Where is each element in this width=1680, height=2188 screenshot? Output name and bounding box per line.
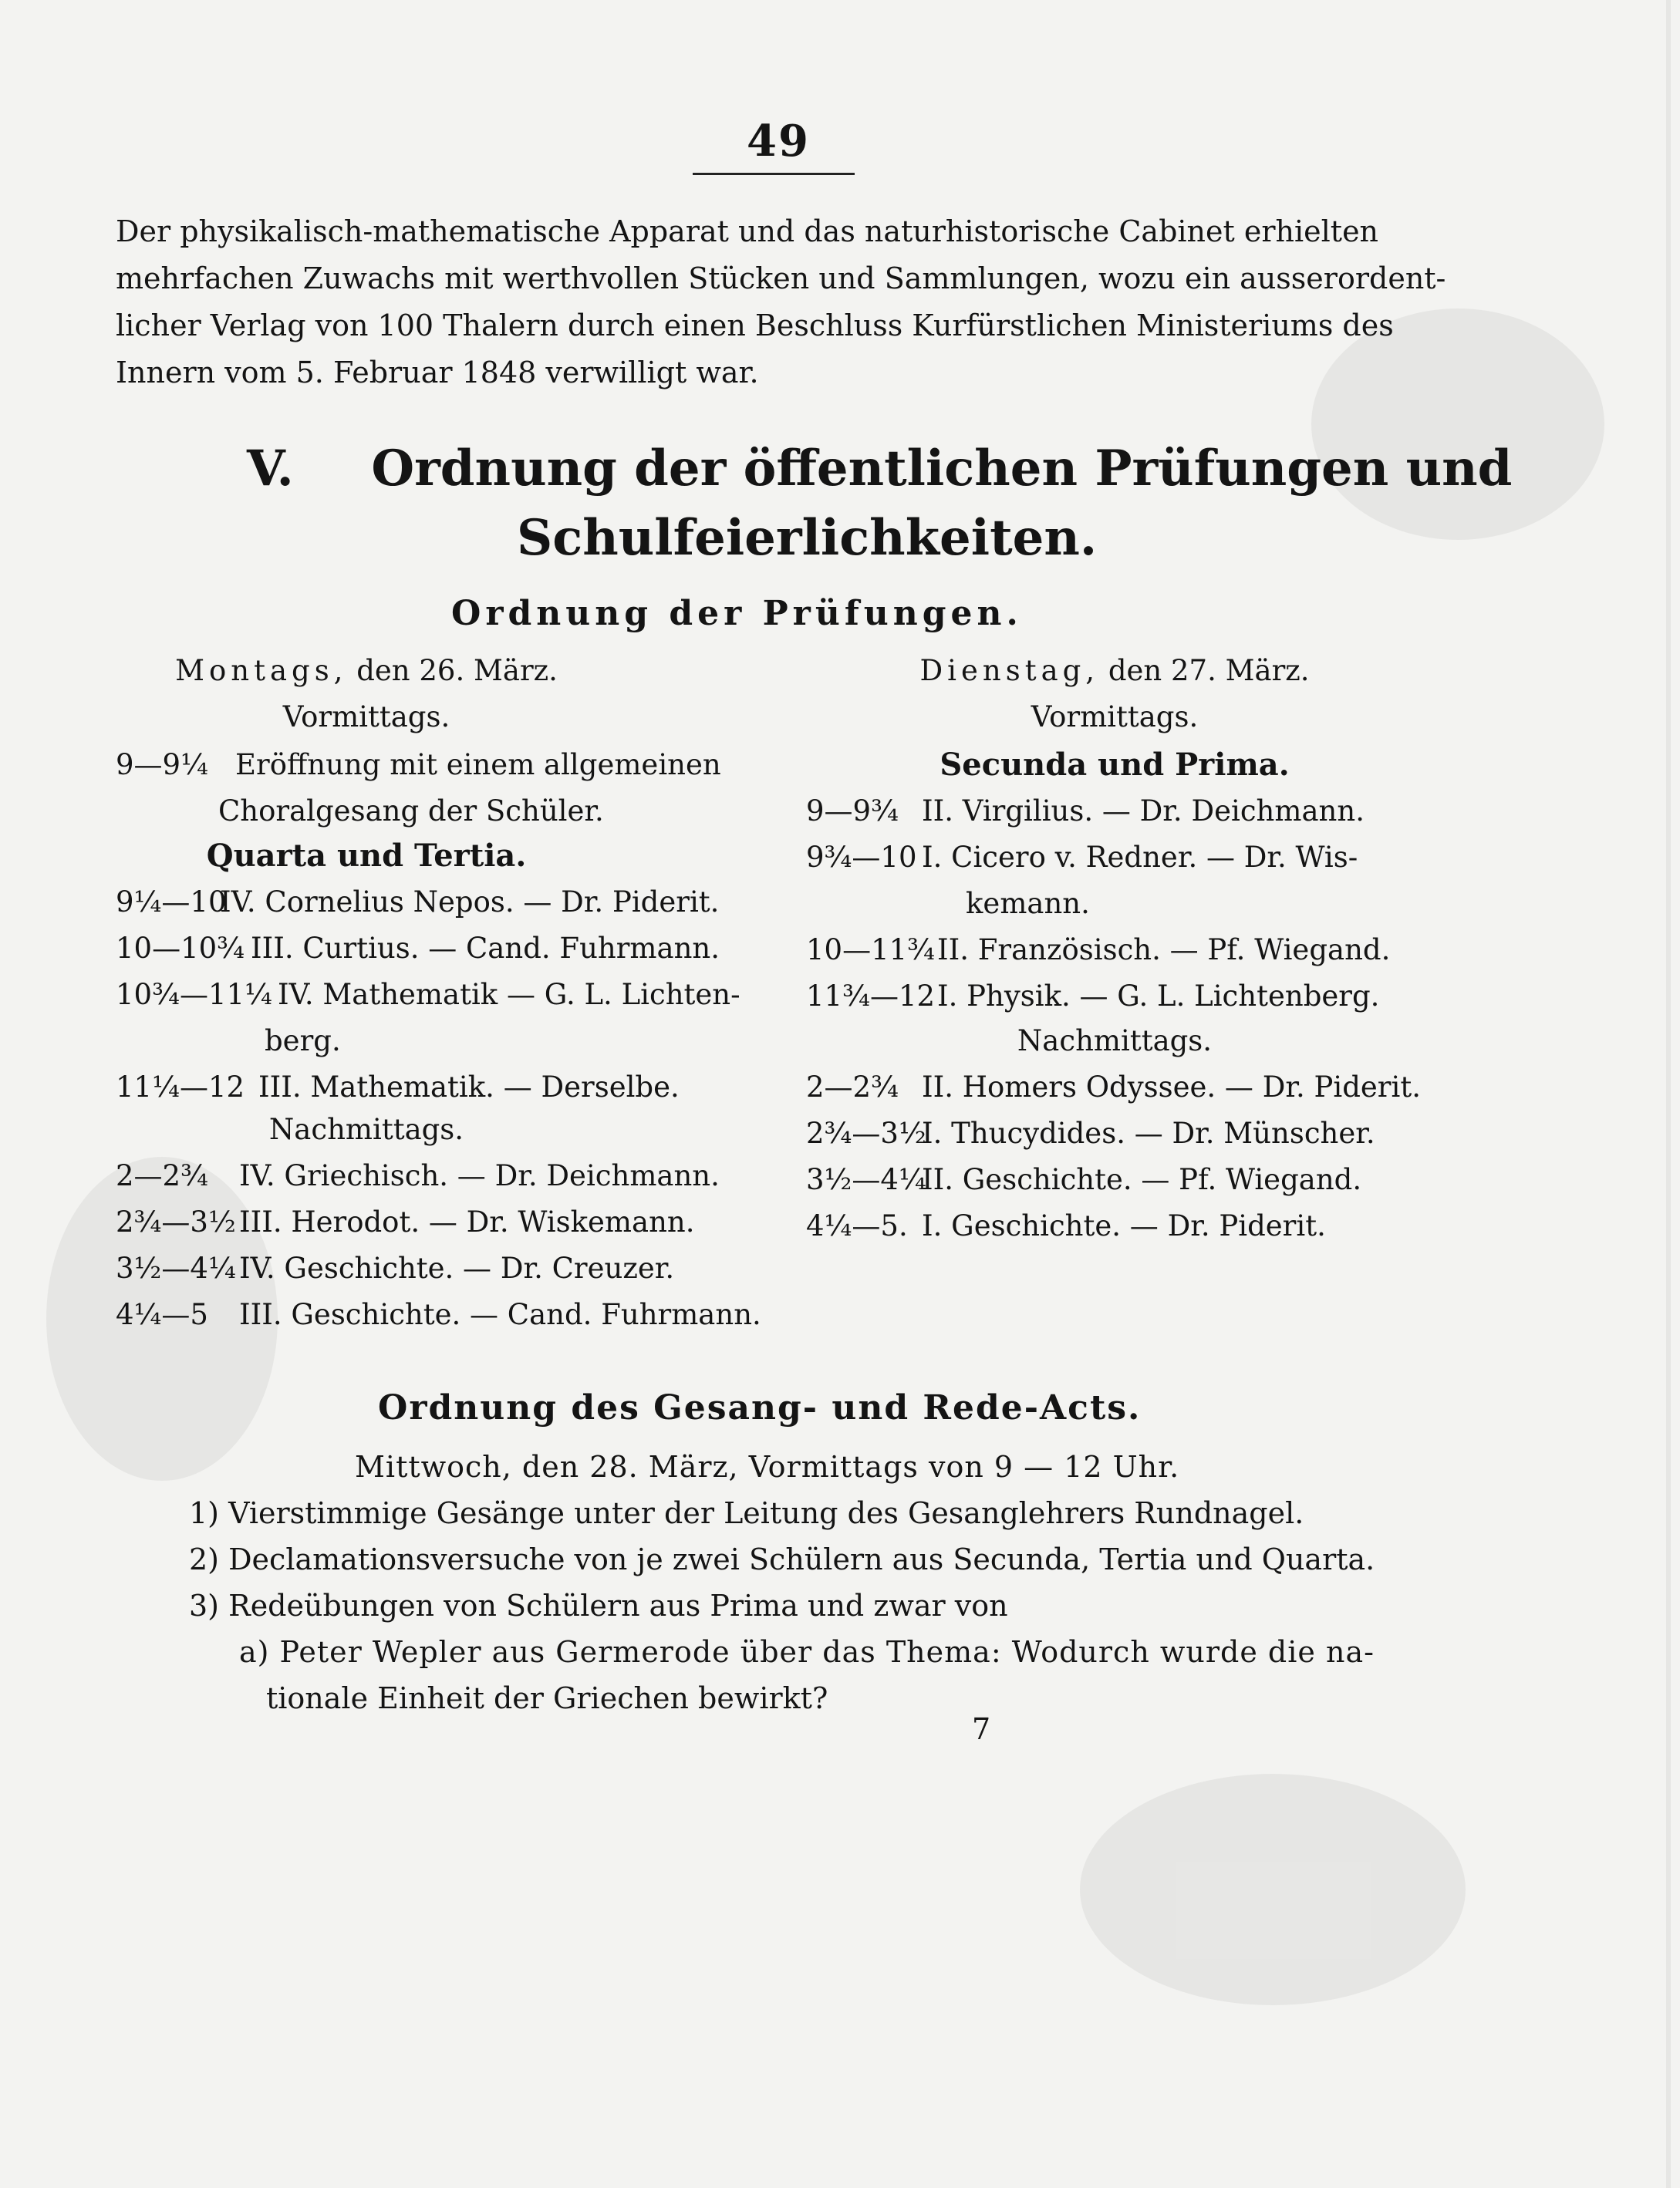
schedule-row	[806, 977, 1379, 1016]
left-day-line	[116, 652, 617, 690]
acts-sub-item-cont: tionale Einheit der Griechen bewirkt?	[266, 1681, 828, 1715]
left-day: Montags,	[175, 654, 348, 687]
subject: IV. Griechisch. — Dr. Deichmann.	[239, 1159, 720, 1192]
acts-item: 2) Declamationsversuche von je zwei Schülern aus Secunda, Tertia und Quarta.	[189, 1542, 1375, 1576]
time-slot: 2—2¾	[116, 1159, 208, 1192]
subject: IV. Mathematik — G. L. Lichten-	[278, 978, 740, 1011]
time-slot: 3½—4¼	[116, 1252, 236, 1285]
right-period: Vormittags.	[1031, 700, 1199, 733]
intro-line: Der physikalisch-mathematische Apparat und das naturhistorische Cabinet erhielten	[116, 214, 1379, 248]
time-slot: 11¾—12	[806, 979, 936, 1013]
time-slot: 9¼—10	[116, 885, 227, 919]
right-afternoon: Nachmittags.	[1017, 1024, 1213, 1057]
page-number: 49	[747, 116, 810, 167]
time-slot: 10—11¾	[806, 933, 936, 966]
time-slot: 10—10¾	[116, 932, 245, 965]
subject: I. Cicero v. Redner. — Dr. Wis-	[922, 841, 1358, 874]
schedule-row	[806, 1114, 1375, 1153]
acts-item: 1) Vierstimmige Gesänge unter der Leitung des Gesanglehrers Rundnagel.	[189, 1496, 1304, 1530]
section-title-line1: Ordnung der öffentlichen Prüfungen und	[371, 440, 1513, 497]
acts-date-line: Mittwoch, den 28. März, Vormittags von 9 — 12 Uhr.	[355, 1450, 1180, 1484]
subject: II. Geschichte. — Pf. Wiegand.	[922, 1163, 1362, 1196]
schedule-row	[806, 931, 1390, 969]
time-slot: 2—2¾	[806, 1070, 899, 1104]
page-edge	[1666, 0, 1671, 2188]
time-slot: 3½—4¼	[806, 1163, 926, 1196]
time-slot: 9¾—10	[806, 841, 917, 874]
subject: II. Französisch. — Pf. Wiegand.	[937, 933, 1391, 966]
left-date: den 26. März.	[356, 654, 558, 687]
schedule-row	[116, 746, 721, 784]
subject: III. Curtius. — Cand. Fuhrmann.	[251, 932, 720, 965]
section-heading	[247, 440, 1512, 497]
schedule-row	[116, 1203, 695, 1242]
schedule-row-cont: kemann.	[966, 887, 1090, 920]
intro-paragraph	[116, 208, 1446, 396]
subject: II. Virgilius. — Dr. Deichmann.	[922, 794, 1365, 828]
subject: I. Geschichte. — Dr. Piderit.	[922, 1209, 1326, 1242]
subject: III. Herodot. — Dr. Wiskemann.	[239, 1205, 695, 1239]
schedule-row	[116, 1249, 674, 1288]
intro-line: licher Verlag von 100 Thalern durch einen Beschluss Kurfürstlichen Ministeriums des	[116, 308, 1394, 342]
time-slot: 11¼—12	[116, 1070, 245, 1104]
schedule-row	[806, 1161, 1361, 1199]
time-slot: 9—9¾	[806, 794, 899, 828]
left-period: Vormittags.	[282, 700, 450, 733]
subject: I. Physik. — G. L. Lichtenberg.	[937, 979, 1380, 1013]
schedule-row	[116, 929, 720, 968]
time-slot: 4¼—5.	[806, 1209, 908, 1242]
right-day: Dienstag,	[919, 654, 1100, 687]
schedule-row	[806, 792, 1365, 831]
page-number-rule	[693, 173, 855, 175]
intro-line: mehrfachen Zuwachs mit werthvollen Stücken und Sammlungen, wozu ein ausserordent-	[116, 261, 1446, 295]
intro-line: Innern vom 5. Februar 1848 verwilligt war.	[116, 356, 759, 389]
time-slot: 2¾—3½	[806, 1117, 926, 1150]
subject: III. Mathematik. — Derselbe.	[258, 1070, 680, 1104]
schedule-row	[116, 883, 719, 922]
time-slot: 2¾—3½	[116, 1205, 236, 1239]
right-date: den 27. März.	[1108, 654, 1310, 687]
section-title-line2: Schulfeierlichkeiten.	[517, 509, 1098, 567]
subject: Eröffnung mit einem allgemeinen	[235, 748, 721, 781]
pruefungen-heading: Ordnung der Prüfungen.	[451, 594, 1023, 633]
schedule-row	[806, 1207, 1326, 1246]
schedule-row	[116, 976, 740, 1014]
left-afternoon: Nachmittags.	[268, 1113, 464, 1146]
schedule-row	[806, 1068, 1421, 1107]
schedule-row-cont: berg.	[265, 1024, 341, 1057]
schedule-row	[116, 1068, 680, 1107]
paper-stain	[1080, 1774, 1466, 2005]
left-group-heading: Quarta und Tertia.	[206, 838, 527, 874]
acts-heading: Ordnung des Gesang- und Rede-Acts.	[378, 1388, 1142, 1428]
schedule-row	[116, 1296, 761, 1334]
subject: III. Geschichte. — Cand. Fuhrmann.	[239, 1298, 761, 1331]
subject: IV. Geschichte. — Dr. Creuzer.	[239, 1252, 675, 1285]
right-group-heading: Secunda und Prima.	[940, 747, 1290, 783]
schedule-row	[806, 838, 1358, 877]
subject: I. Thucydides. — Dr. Münscher.	[922, 1117, 1375, 1150]
section-number: V.	[247, 440, 294, 497]
schedule-row-cont: Choralgesang der Schüler.	[218, 794, 604, 828]
subject: IV. Cornelius Nepos. — Dr. Piderit.	[220, 885, 720, 919]
time-slot: 10¾—11¼	[116, 978, 272, 1011]
acts-sub-item: a) Peter Wepler aus Germerode über das Thema: Wodurch wurde die na-	[239, 1635, 1375, 1669]
acts-item: 3) Redeübungen von Schülern aus Prima und zwar von	[189, 1589, 1008, 1623]
signature-mark: 7	[972, 1712, 991, 1746]
right-day-line	[806, 652, 1423, 690]
subject: II. Homers Odyssee. — Dr. Piderit.	[922, 1070, 1421, 1104]
time-slot: 4¼—5	[116, 1298, 208, 1331]
schedule-row	[116, 1157, 720, 1195]
time-slot: 9—9¼	[116, 748, 208, 781]
